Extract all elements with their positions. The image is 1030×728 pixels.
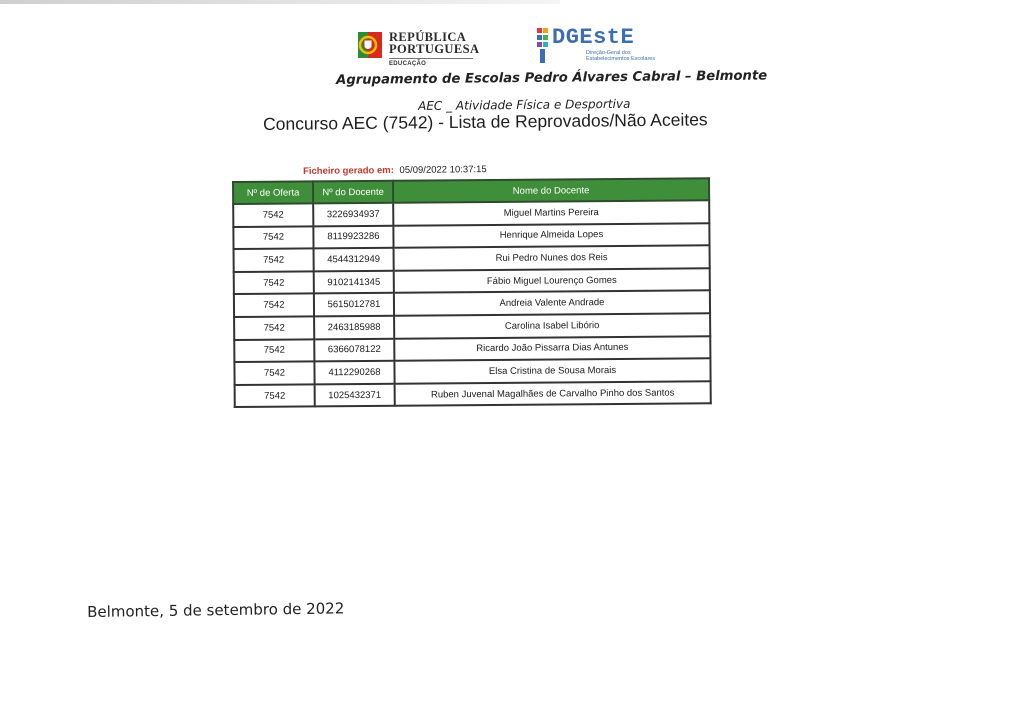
- cell-docente: 9102141345: [314, 271, 394, 294]
- cell-docente: 3226934937: [313, 203, 393, 226]
- cell-nome: Fábio Miguel Lourenço Gomes: [394, 268, 710, 293]
- dgeste-subtitle-line2: Estabelecimentos Escolares: [586, 56, 656, 62]
- cell-nome: Henrique Almeida Lopes: [393, 223, 709, 248]
- cell-oferta: 7542: [234, 362, 314, 385]
- dgeste-subtitle-line1: Direção-Geral dos: [586, 50, 631, 56]
- rejected-list-table: [232, 177, 712, 408]
- cell-docente: 1025432371: [315, 383, 395, 406]
- school-name: Agrupamento de Escolas Pedro Álvares Cabral – Belmonte: [336, 68, 768, 88]
- place-and-date: Belmonte, 5 de setembro de 2022: [87, 599, 345, 621]
- portuguesa-text: PORTUGUESA: [389, 42, 480, 56]
- cell-nome: Elsa Cristina de Sousa Morais: [394, 358, 710, 383]
- cell-oferta: 7542: [234, 271, 314, 294]
- generated-timestamp: [303, 164, 487, 177]
- cell-docente: 6366078122: [314, 338, 394, 361]
- cell-oferta: 7542: [235, 384, 315, 407]
- cell-oferta: 7542: [234, 339, 314, 362]
- header-docente: Nº do Docente: [313, 181, 393, 204]
- generated-label: Ficheiro gerado em:: [303, 165, 394, 177]
- cell-docente: 5615012781: [314, 293, 394, 316]
- cell-docente: 4112290268: [314, 361, 394, 384]
- cell-oferta: 7542: [234, 294, 314, 317]
- page-title: Concurso AEC (7542) - Lista de Reprovados/Não Aceites: [263, 109, 708, 134]
- cell-oferta: 7542: [234, 316, 314, 339]
- header-oferta: Nº de Oferta: [233, 181, 313, 204]
- coat-of-arms-icon: [358, 32, 382, 58]
- cell-nome: Andreia Valente Andrade: [394, 291, 710, 316]
- educacao-text: EDUCAÇÃO: [389, 61, 427, 67]
- header-nome: Nome do Docente: [393, 178, 709, 202]
- dgeste-logo: [536, 25, 666, 69]
- cell-docente: 8119923286: [313, 225, 393, 248]
- cell-nome: Rui Pedro Nunes dos Reis: [394, 245, 710, 270]
- generated-value: 05/09/2022 10:37:15: [399, 164, 487, 176]
- cell-docente: 2463185988: [314, 316, 394, 339]
- cell-oferta: 7542: [234, 249, 314, 272]
- cell-nome: Miguel Martins Pereira: [393, 200, 709, 225]
- cell-oferta: 7542: [233, 226, 313, 249]
- cell-nome: Ricardo João Pissarra Dias Antunes: [394, 336, 710, 361]
- table-row: [235, 381, 711, 407]
- republica-portuguesa-logo: [358, 30, 488, 70]
- results-table-container: [232, 177, 712, 408]
- aec-subtitle: AEC _ Atividade Física e Desportiva: [418, 96, 631, 113]
- cell-nome: Carolina Isabel Libório: [394, 313, 710, 338]
- cell-docente: 4544312949: [314, 248, 394, 271]
- republica-text: REPÚBLICA: [389, 30, 467, 44]
- cell-nome: Ruben Juvenal Magalhães de Carvalho Pinho dos Santos: [395, 381, 711, 406]
- dgeste-mark-icon: [536, 27, 550, 65]
- dgeste-wordmark: DGEstE: [552, 25, 635, 50]
- logo-divider: [389, 58, 473, 59]
- cell-oferta: 7542: [233, 203, 313, 226]
- scan-edge: [0, 0, 560, 4]
